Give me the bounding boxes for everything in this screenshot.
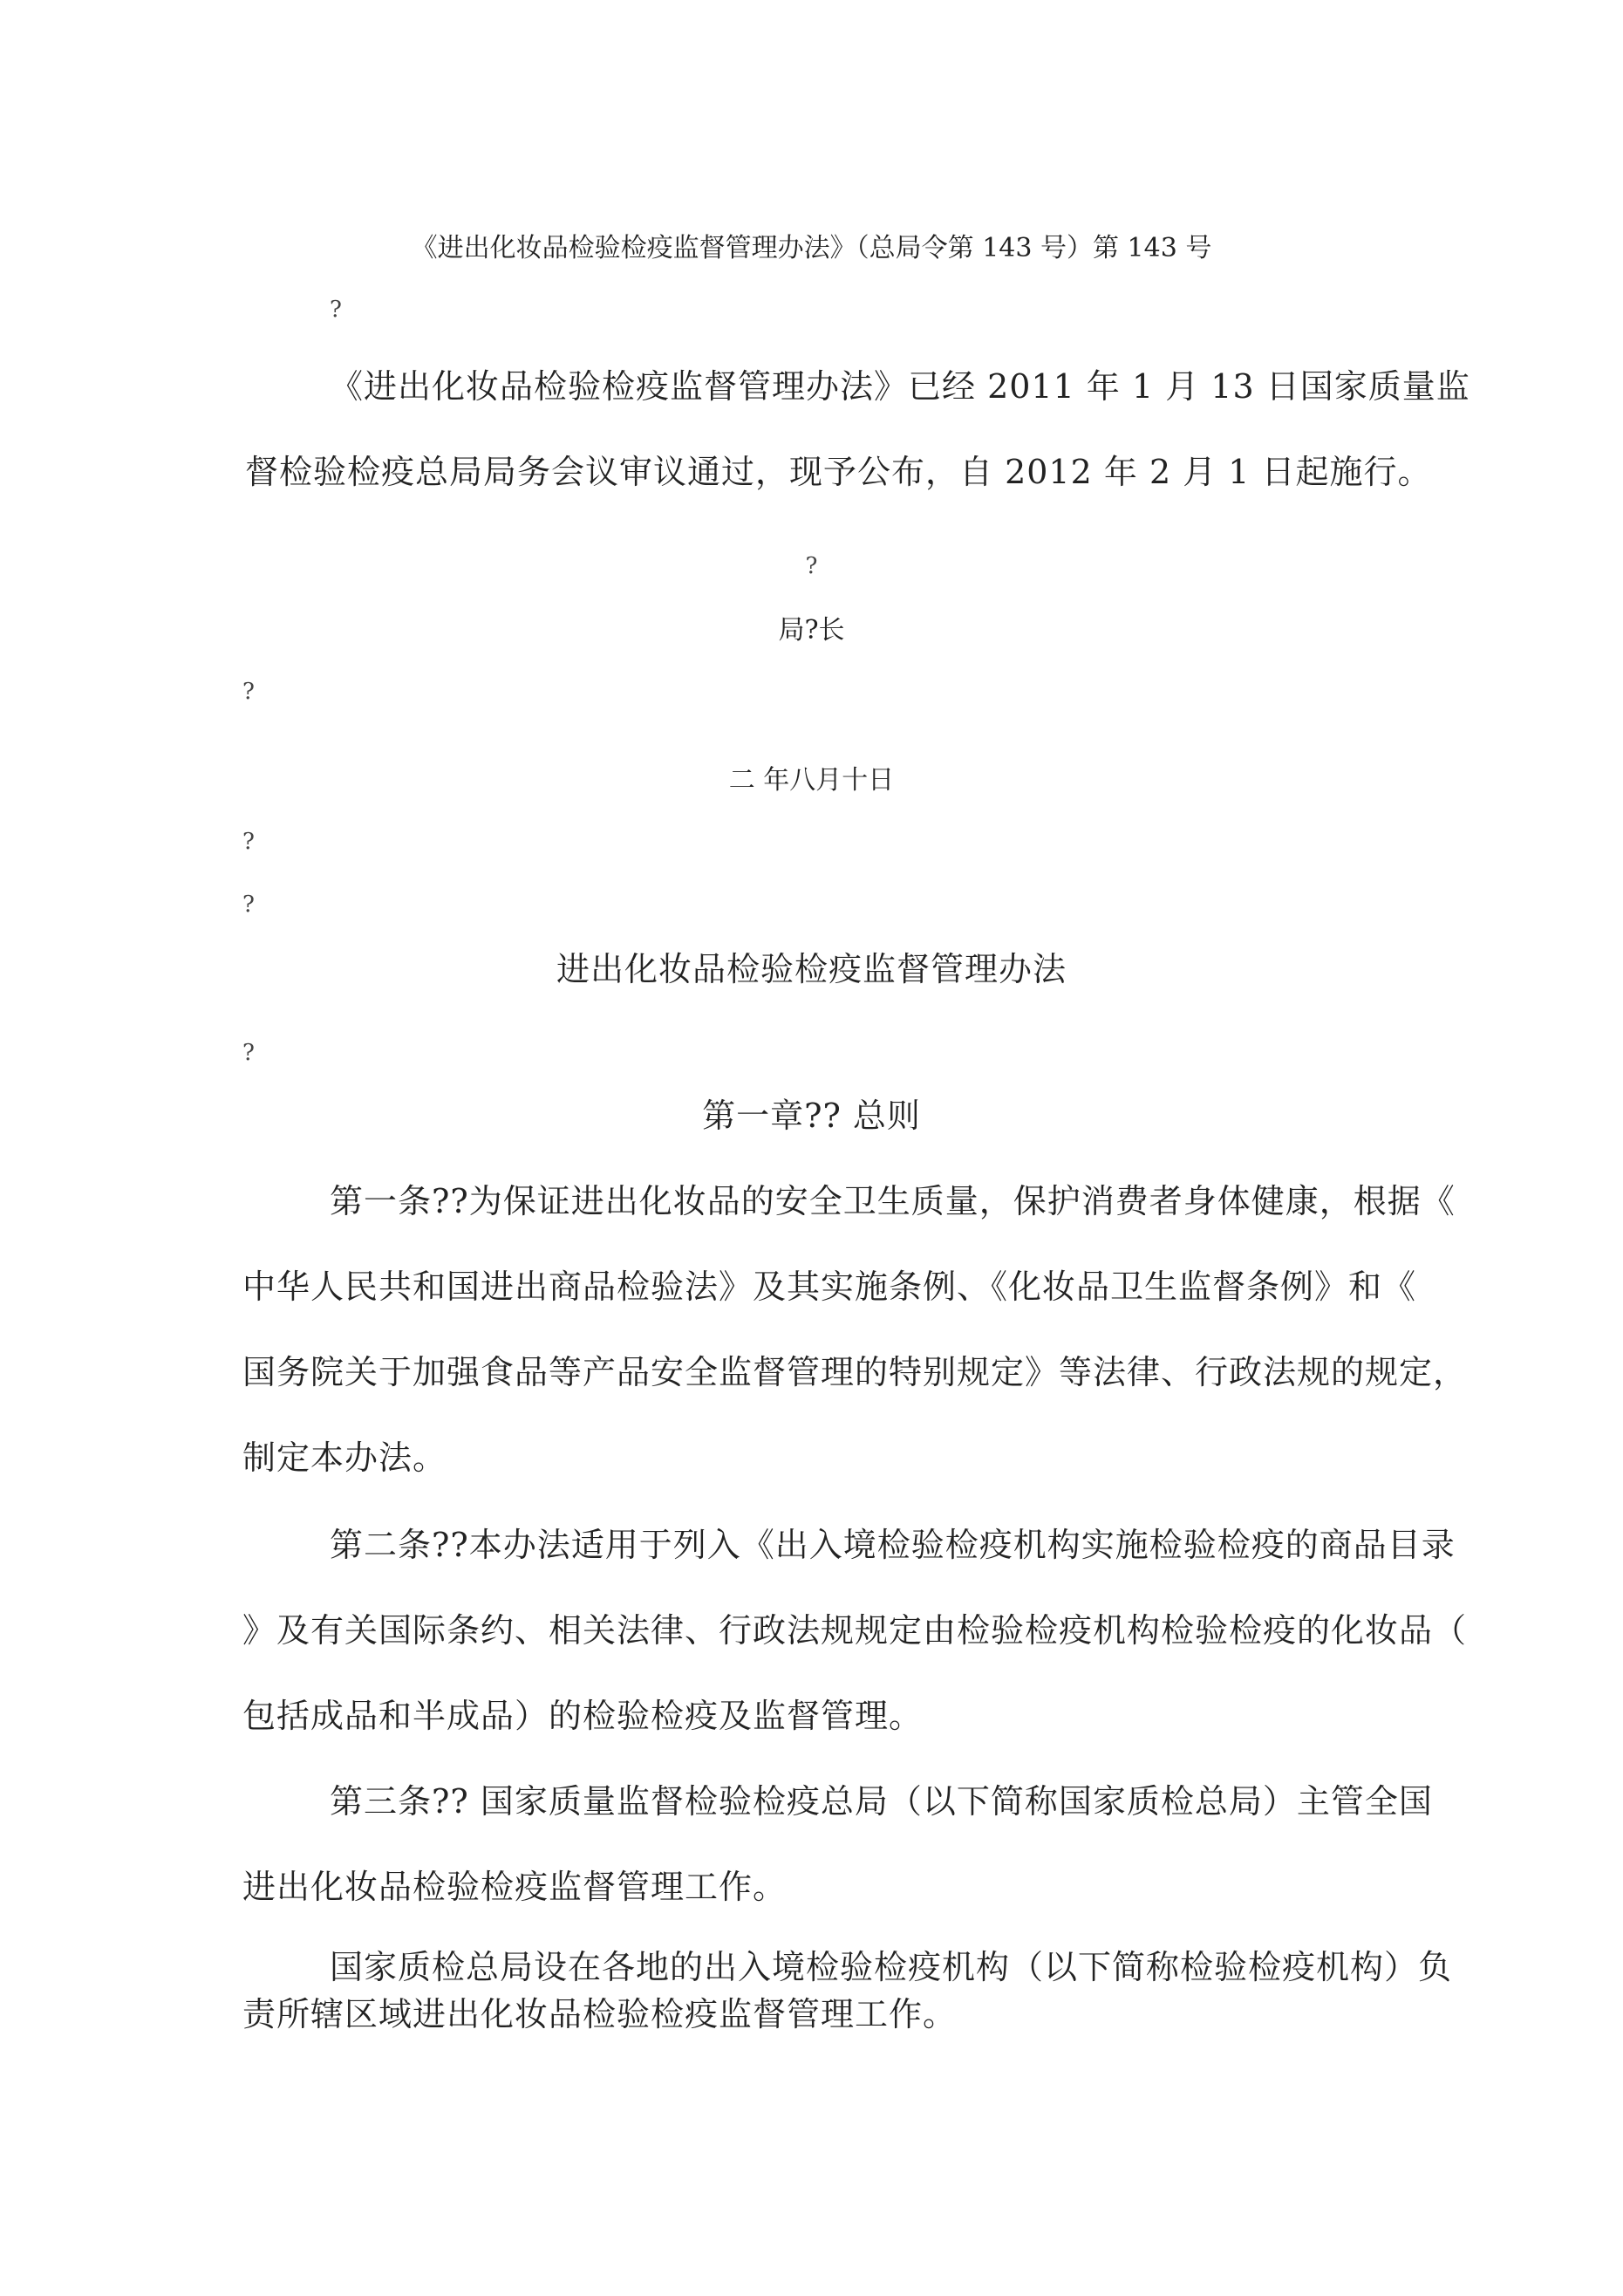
preamble-line-2: 督检验检疫总局局务会议审议通过，现予公布，自 2012 年 2 月 1 日起施行。 <box>245 453 1432 491</box>
article-3-para-2-line-2: 责所辖区域进出化妆品检验检疫监督管理工作。 <box>242 1995 958 2033</box>
article-1-line-2: 中华人民共和国进出商品检验法》及其实施条例、《化妆品卫生监督条例》和《 <box>242 1268 1417 1306</box>
article-3-para-2-line-1: 国家质检总局设在各地的出入境检验检疫机构（以下简称检验检疫机构）负 <box>330 1948 1453 1986</box>
article-2-line-3: 包括成品和半成品）的检验检疫及监督管理。 <box>242 1697 924 1735</box>
article-3-line-1: 第三条?? 国家质量监督检验检疫总局（以下简称国家质检总局）主管全国 <box>330 1782 1433 1821</box>
date-line: 二 年八月十日 <box>728 765 895 796</box>
blank-marker: ? <box>242 679 255 705</box>
blank-marker: ? <box>805 553 818 579</box>
article-2-line-2: 》及有关国际条约、相关法律、行政法规规定由检验检疫机构检验检疫的化妆品（ <box>242 1611 1468 1650</box>
article-3-line-2: 进出化妆品检验检疫监督管理工作。 <box>242 1868 788 1906</box>
article-1-line-3: 国务院关于加强食品等产品安全监督管理的特别规定》等法律、行政法规的规定， <box>242 1353 1468 1391</box>
blank-marker: ? <box>242 1040 255 1066</box>
header-title: 《进出化妆品检验检疫监督管理办法》（总局令第 143 号）第 143 号 <box>411 233 1212 263</box>
regulation-title: 进出化妆品检验检疫监督管理办法 <box>556 950 1067 988</box>
chapter-title: 第一章?? 总则 <box>702 1097 921 1135</box>
signatory: 局?长 <box>778 615 845 646</box>
preamble-line-1: 《进出化妆品检验检疫监督管理办法》已经 2011 年 1 月 13 日国家质量监 <box>330 367 1470 406</box>
article-2-line-1: 第二条??本办法适用于列入《出入境检验检疫机构实施检验检疫的商品目录 <box>330 1526 1456 1564</box>
blank-marker: ? <box>242 829 255 855</box>
blank-marker: ? <box>242 892 255 918</box>
article-1-line-4: 制定本办法。 <box>242 1438 447 1477</box>
blank-marker: ? <box>330 297 342 323</box>
article-1-line-1: 第一条??为保证进出化妆品的安全卫生质量，保护消费者身体健康，根据《 <box>330 1182 1456 1220</box>
